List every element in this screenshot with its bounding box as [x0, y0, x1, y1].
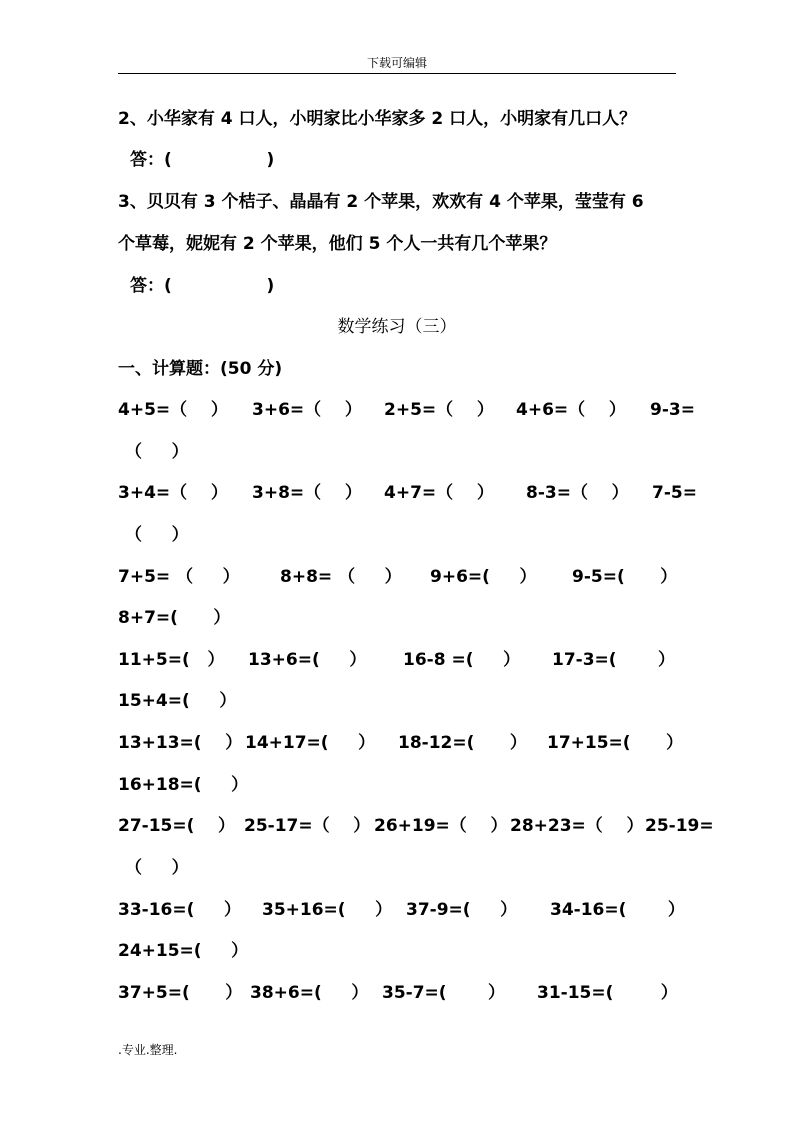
problem-2: 2、小华家有 4 口人，小明家比小华家多 2 口人，小明家有几口人？	[118, 109, 637, 129]
equation-item: 2+5=（ ）	[384, 400, 494, 420]
equation-item: 27-15=( ）	[118, 816, 236, 836]
equation-item: 16-8 =( ）	[403, 650, 521, 670]
equation-item: 9+6=( ）	[430, 567, 537, 587]
section-heading: 一、计算题：(50 分)	[118, 359, 283, 379]
equation-item: 16+18=( ）	[118, 775, 249, 795]
problem-3-line-2: 个草莓，妮妮有 2 个苹果，他们 5 个人一共有几个苹果？	[118, 234, 557, 254]
equation-item: 15+4=( ）	[118, 691, 237, 711]
equation-item: 13+6=( ）	[248, 650, 367, 670]
equation-item: 38+6=( ）	[250, 983, 369, 1003]
equation-item: 8-3=（ ）	[526, 483, 629, 503]
equation-item: 14+17=( ）	[245, 733, 376, 753]
equation-item: 17+15=( ）	[547, 733, 684, 753]
equation-item: 9-3=	[650, 400, 695, 420]
equation-item: 8+7=( ）	[118, 608, 231, 628]
equation-item: 7+5= （ ）	[118, 567, 240, 587]
equation-item: （ ）	[125, 858, 189, 878]
answer-2: 答：( )	[130, 150, 275, 170]
equation-item: 34-16=( ）	[550, 900, 685, 920]
equation-item: 25-17=（ ）	[244, 816, 371, 836]
answer-3: 答：( )	[130, 276, 275, 296]
equation-item: 3+8=（ ）	[252, 483, 362, 503]
equation-item: 4+5=（ ）	[118, 400, 228, 420]
equation-item: 7-5=	[652, 483, 697, 503]
equation-item: 13+13=( ）	[118, 733, 243, 753]
equation-item: 3+6=（ ）	[252, 400, 362, 420]
equation-item: 33-16=( ）	[118, 900, 241, 920]
equation-item: 28+23=（ ）	[510, 816, 644, 836]
equation-item: 4+7=（ ）	[384, 483, 494, 503]
equation-item: 26+19=（ ）	[374, 816, 508, 836]
equation-item: 35-7=( ）	[382, 983, 505, 1003]
equation-item: （ ）	[125, 442, 189, 462]
equation-item: 17-3=( ）	[552, 650, 675, 670]
equation-item: 37+5=( ）	[118, 983, 243, 1003]
equation-item: 8+8= （ ）	[280, 567, 402, 587]
equation-item: 3+4=（ ）	[118, 483, 228, 503]
equation-item: 24+15=( ）	[118, 941, 249, 961]
page-footer: .专业.整理.	[118, 1043, 178, 1057]
page-header: 下载可编辑	[366, 56, 427, 70]
worksheet-title: 数学练习（三）	[337, 317, 457, 337]
equation-item: 9-5=( ）	[572, 567, 678, 587]
equation-item: 11+5=( ）	[118, 650, 225, 670]
equation-item: 37-9=( ）	[406, 900, 518, 920]
equation-item: （ ）	[125, 525, 189, 545]
equation-item: 25-19=	[645, 816, 714, 836]
equation-item: 35+16=( ）	[262, 900, 393, 920]
problem-3-line-1: 3、贝贝有 3 个桔子、晶晶有 2 个苹果，欢欢有 4 个苹果，莹莹有 6	[118, 192, 644, 212]
header-rule	[118, 73, 676, 74]
equation-item: 4+6=（ ）	[516, 400, 626, 420]
equation-item: 31-15=( ）	[537, 983, 678, 1003]
equation-item: 18-12=( ）	[398, 733, 527, 753]
